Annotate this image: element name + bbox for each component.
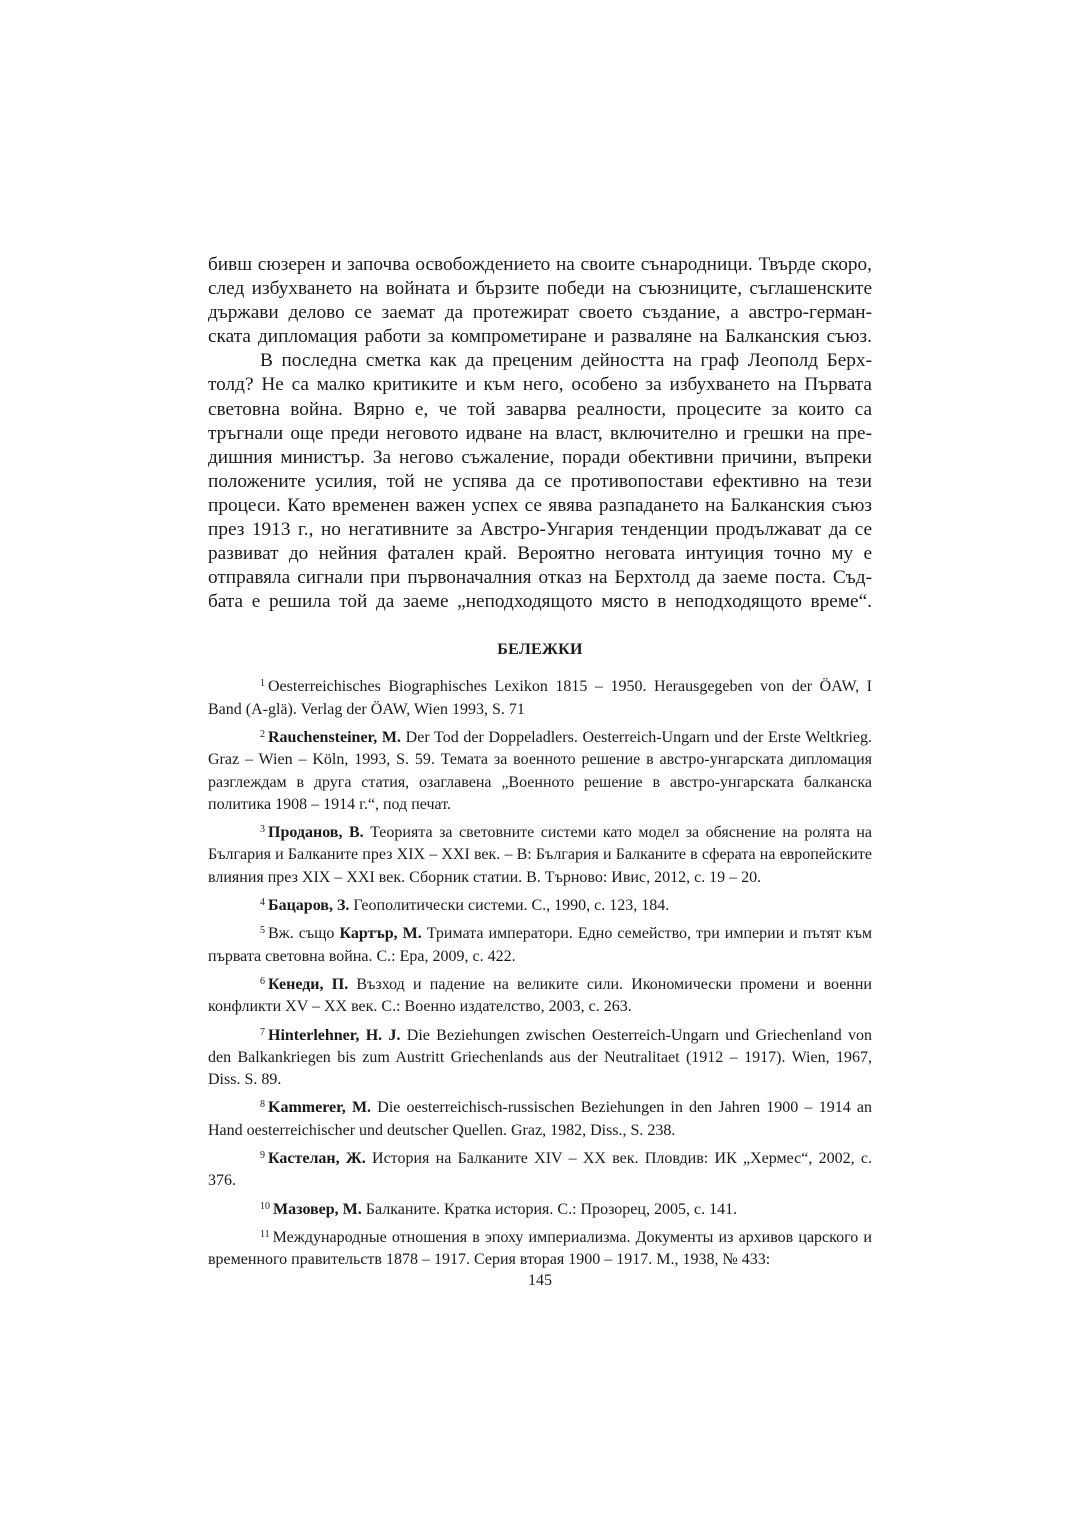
text-line: положените усилия, той не успява да се противопостави ефективно на тези <box>208 470 872 492</box>
text-line: след избухването на войната и бързите победи на съюзниците, съглашенските <box>208 278 872 300</box>
footnote-text: Балканите. Кратка история. С.: Прозорец, 2005, с. 141. <box>361 1200 738 1218</box>
footnote-text: Теорията за световните системи като модел за обяснение на ролята на България и Балканите през XIX – XXI век. – В: България и Балканите в сферата на европейските влияния през XIX – XXI век. Сборник статии. В. Търново: Ивис, 2012, с. 19 – 20. <box>208 824 873 886</box>
footnote-3 <box>208 819 872 889</box>
footnote-author: Проданов, В. <box>268 824 364 842</box>
body-paragraph-2 <box>208 349 872 614</box>
footnote-number: 3 <box>260 824 265 836</box>
footnote-4 <box>208 892 872 917</box>
footnote-7 <box>208 1022 872 1092</box>
footnote-number: 1 <box>260 678 265 690</box>
footnote-text: Геополитически системи. С., 1990, с. 123, 184. <box>349 897 670 915</box>
footnote-text: Die Beziehungen zwischen Oesterreich-Ungarn und Griechenland von den Balkankriegen bis zum Austritt Griechenlands aus der Neutralitaet (1912 – 1917). Wien, 1967, Diss. S. 89. <box>208 1026 873 1089</box>
footnote-1 <box>208 673 872 721</box>
text-line: В последна сметка как да преценим дейността на граф Леополд Берх- <box>260 350 872 372</box>
footnote-number: 2 <box>260 729 265 740</box>
footnote-8 <box>208 1094 872 1142</box>
footnote-number: 10 <box>260 1200 270 1212</box>
footnote-number: 8 <box>260 1099 265 1111</box>
text-block <box>208 253 872 1275</box>
text-line: ската дипломация работи за компрометиране и разваляне на Балканския съюз. <box>208 326 872 348</box>
text-line: през 1913 г., но негативните за Австро-Унгария тенденции продължават да се <box>208 519 872 541</box>
footnote-number: 7 <box>260 1026 265 1038</box>
footnote-author: Кенеди, П. <box>268 975 349 993</box>
footnote-number: 6 <box>260 975 265 987</box>
footnote-11 <box>208 1224 872 1272</box>
footnote-text: Der Tod der Doppeladlers. Oesterreich-Ungarn und der Erste Weltkrieg. Graz – Wien – Köln, 1993, S. 59. Темата за военното решение в австро-унгарската дипломация разглеждам в друга статия, озаглавена „Военното решение в австро-унгарската балканска политика 1908 – 1914 г.“, под печат. <box>208 729 872 813</box>
footnote-text: Възход и падение на великите сили. Икономически промени и военни конфликти XV – XX век. С.: Военно издателство, 2003, с. 263. <box>208 975 872 1016</box>
footnote-9 <box>208 1145 872 1193</box>
footnote-text: Тримата императори. Едно семейство, три империи и пътят към първата световна война. С.: Ера, 2009, с. 422. <box>208 925 873 965</box>
footnote-10 <box>208 1196 872 1221</box>
text-line: държави делово се заемат да протежират своето създание, а австро-герман- <box>208 302 872 324</box>
footnote-number: 4 <box>260 897 265 909</box>
notes-list <box>208 673 872 1271</box>
footnote-text: История на Балканите XIV – XX век. Пловдив: ИК „Хермес“, 2002, с. 376. <box>208 1150 873 1190</box>
text-line: отправяла сигнали при първоначалния отказ на Берхтолд да заеме поста. Съд- <box>208 567 872 589</box>
body-paragraph-1 <box>208 253 872 349</box>
text-line: развиват до нейния фатален край. Вероятно неговата интуиция точно му е <box>208 543 872 565</box>
footnote-2 <box>208 724 872 816</box>
page-number: 145 <box>528 1272 552 1289</box>
footnote-author: Rauchensteiner, M. <box>268 729 401 746</box>
notes-heading: БЕЛЕЖКИ <box>497 641 583 659</box>
footnote-author: Мазовер, М. <box>273 1200 362 1218</box>
footnote-text: Die oesterreichisch-russischen Beziehungen in den Jahren 1900 – 1914 an Hand oesterreichischer und deutscher Quellen. Graz, 1982, Diss., S. 238. <box>208 1099 873 1139</box>
footnote-author: Кастелан, Ж. <box>268 1150 366 1168</box>
footnote-number: 5 <box>260 925 265 937</box>
footnote-author: Картър, М. <box>339 925 422 943</box>
footnote-6 <box>208 971 872 1019</box>
text-line: толд? Не са малко критиките и към него, особено за избухването на Първата <box>208 374 872 396</box>
text-line: дишния министър. За негово съжаление, поради обективни причини, въпреки <box>208 446 872 468</box>
text-line: бивш сюзерен и започва освобождението на своите сънародници. Твърде скоро, <box>208 254 872 275</box>
footnote-author: Kammerer, M. <box>268 1099 372 1117</box>
footnote-text: Международные отношения в эпоху империализма. Документы из архивов царского и временного правительств 1878 – 1917. Серия вторая 1900 – 1917. М., 1938, № 433: <box>208 1228 872 1269</box>
footnote-text: Oesterreichisches Biographisches Lexikon 1815 – 1950. Herausgegeben von der ÖAW, I Band (A-glä). Verlag der ÖAW, Wien 1993, S. 71 <box>208 678 872 718</box>
text-line: тръгнали още преди неговото идване на власт, включително и грешки на пре- <box>208 422 872 444</box>
text-line: бата е решила той да заеме „неподходящото място в неподходящото време“. <box>208 591 872 613</box>
footnote-text-prefix: Вж. също <box>268 925 340 943</box>
footnote-author: Hinterlehner, H. J. <box>268 1026 401 1044</box>
text-line: процеси. Като временен важен успех се явява разпадането на Балканския съюз <box>208 494 872 516</box>
footnote-author: Бацаров, З. <box>268 897 350 915</box>
footnote-number: 9 <box>260 1150 265 1162</box>
footnote-5 <box>208 920 872 968</box>
footnote-number: 11 <box>260 1228 270 1240</box>
text-line: световна война. Вярно е, че той заварва реалности, процесите за които са <box>208 398 872 420</box>
